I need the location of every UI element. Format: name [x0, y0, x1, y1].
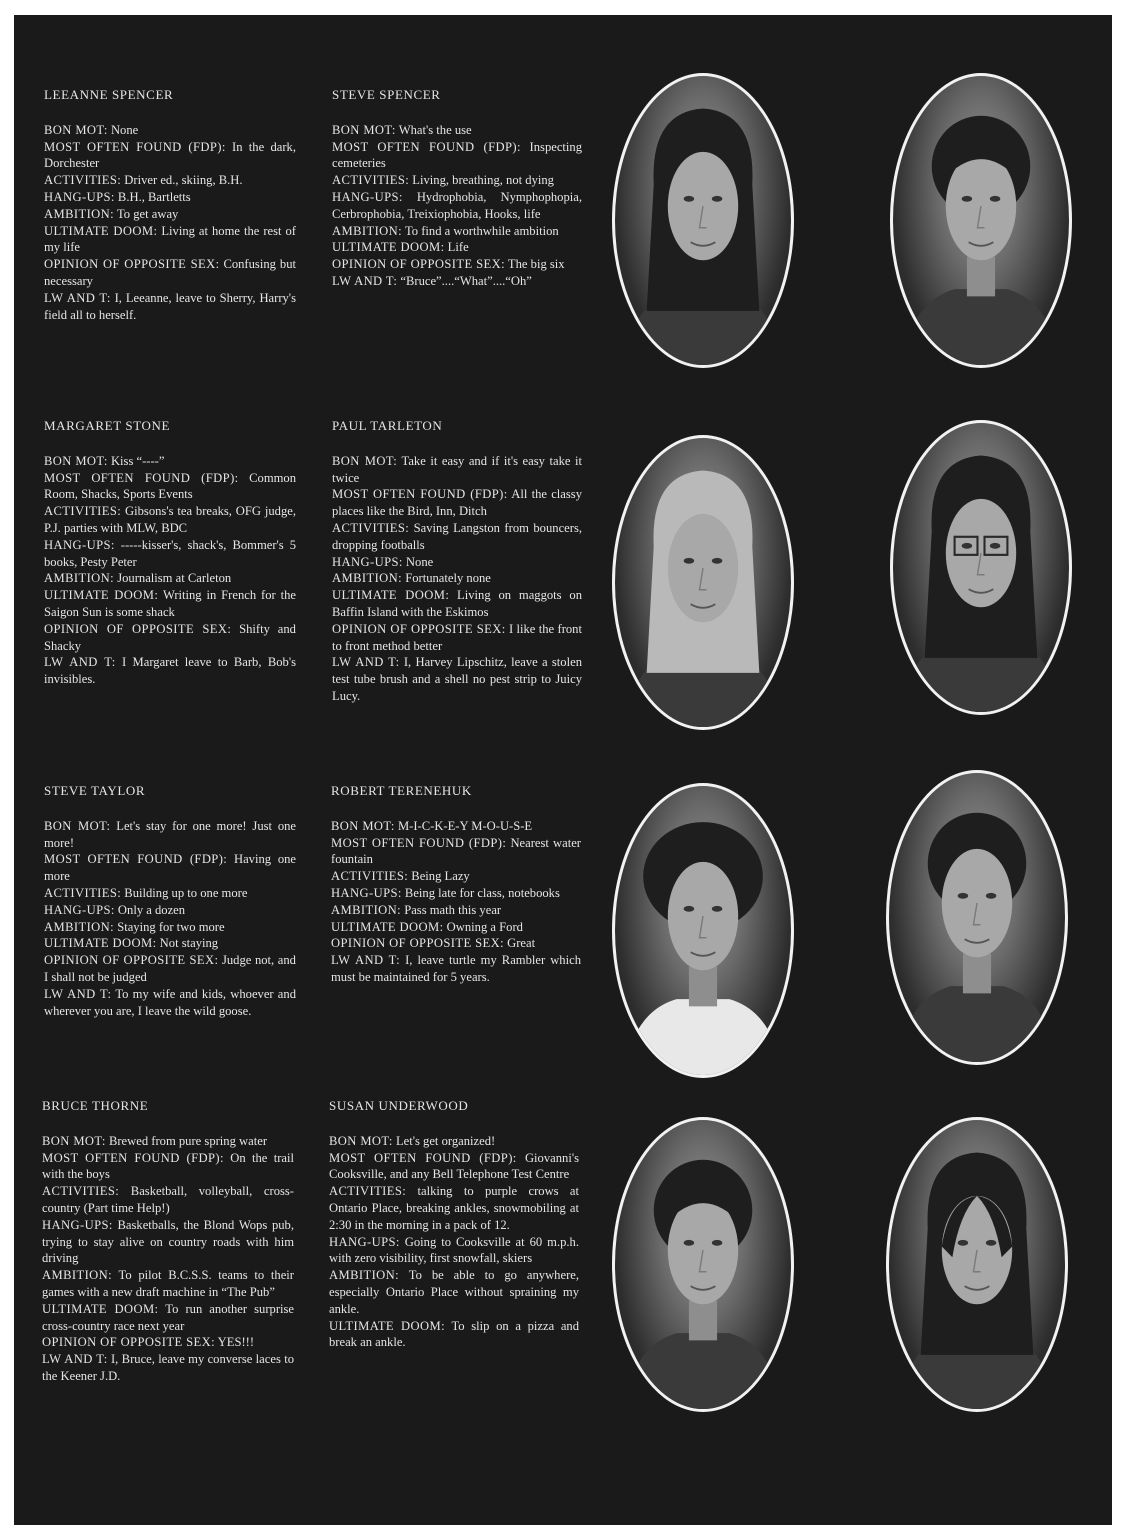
- field-line: [42, 1183, 294, 1217]
- field-value: Confusing but necessary: [44, 257, 296, 288]
- field-label: MOST OFTEN FOUND (FDP):: [332, 139, 521, 154]
- student-name: SUSAN UNDERWOOD: [329, 1098, 469, 1113]
- field-label: ULTIMATE DOOM:: [44, 936, 157, 951]
- student-entry-robert-terenehuk: [331, 783, 581, 986]
- field-value: I like the front to front method better: [332, 621, 582, 653]
- field-label: AMBITION:: [332, 223, 403, 238]
- field-line: [332, 570, 582, 587]
- field-value: Not staying: [156, 936, 219, 951]
- field-line: [44, 570, 296, 587]
- portrait-drawing: [615, 438, 791, 727]
- student-fields: [331, 818, 581, 986]
- field-label: BON MOT:: [332, 122, 396, 137]
- field-line: [44, 851, 296, 885]
- field-label: AMBITION:: [329, 1268, 400, 1283]
- field-line: [332, 172, 582, 189]
- field-label: ACTIVITIES:: [42, 1184, 120, 1199]
- field-line: [44, 587, 296, 621]
- field-value: To get away: [114, 206, 179, 221]
- field-value: Shifty and Shacky: [44, 621, 296, 653]
- portrait-drawing: [615, 786, 791, 1075]
- field-label: AMBITION:: [44, 206, 115, 221]
- field-line: [332, 256, 582, 273]
- field-value: Let's stay for one more! Just one more!: [44, 818, 297, 850]
- field-label: AMBITION:: [331, 902, 402, 917]
- field-value: talking to purple crows at Ontario Place, breaking ankles, snowmobiling at 2:30 in the morning in a pack of 12.: [329, 1184, 579, 1232]
- student-name: STEVE TAYLOR: [44, 783, 146, 798]
- field-line: [44, 885, 296, 902]
- field-label: OPINION OF OPPOSITE SEX:: [44, 621, 232, 636]
- field-label: ACTIVITIES:: [332, 520, 410, 535]
- field-line: [332, 587, 582, 621]
- field-line: [331, 902, 581, 919]
- field-value: On the trail with the boys: [42, 1150, 294, 1182]
- field-value: -----kisser's, shack's, Bommer's 5 books, Pesty Peter: [44, 537, 296, 569]
- field-value: Journalism at Carleton: [114, 571, 232, 586]
- portrait-margaret-stone: [612, 435, 794, 730]
- field-label: HANG-UPS:: [42, 1217, 113, 1232]
- student-name: LEEANNE SPENCER: [44, 87, 174, 102]
- field-value: Hydrophobia, Nymphophopia, Cerbrophobia, Treixiophobia, Hooks, life: [332, 189, 582, 221]
- field-value: Only a dozen: [114, 902, 186, 917]
- field-label: MOST OFTEN FOUND (FDP):: [44, 470, 239, 485]
- field-line: [44, 256, 296, 290]
- field-label: BON MOT:: [332, 453, 398, 468]
- field-line: [331, 868, 581, 885]
- field-value: Basketball, volleyball, cross-country (Part time Help!): [42, 1184, 294, 1215]
- field-value: Owning a Ford: [443, 919, 523, 934]
- field-value: I, Harvey Lipschitz, leave a stolen test tube brush and a shell no pest strip to Juicy Lucy.: [332, 655, 582, 703]
- field-label: OPINION OF OPPOSITE SEX:: [332, 621, 506, 636]
- field-value: I, Bruce, leave my converse laces to the Keener J.D.: [42, 1352, 294, 1383]
- field-value: None: [107, 122, 139, 137]
- field-value: Having one more: [44, 852, 297, 884]
- field-label: AMBITION:: [44, 571, 115, 586]
- field-label: HANG-UPS:: [332, 554, 403, 569]
- field-value: The big six: [505, 257, 565, 272]
- field-line: [332, 223, 582, 240]
- field-value: Fortunately none: [402, 571, 491, 586]
- field-value: B.H., Bartletts: [114, 189, 191, 204]
- field-line: [42, 1351, 294, 1385]
- field-line: [44, 952, 296, 986]
- field-line: [331, 919, 581, 936]
- field-value: Brewed from pure spring water: [105, 1133, 268, 1148]
- field-line: [44, 172, 296, 189]
- student-fields: [42, 1133, 294, 1385]
- student-fields: [44, 122, 296, 324]
- portrait-drawing: [893, 76, 1069, 365]
- field-label: LW AND T:: [44, 290, 111, 305]
- field-line: [332, 486, 582, 520]
- portrait-susan-underwood: [886, 1117, 1068, 1412]
- field-label: BON MOT:: [42, 1133, 106, 1148]
- field-label: LW AND T:: [332, 655, 400, 670]
- field-label: BON MOT:: [331, 818, 395, 833]
- field-label: HANG-UPS:: [332, 189, 403, 204]
- field-value: Going to Cooksville at 60 m.p.h. with zero visibility, first snowfall, skiers: [329, 1234, 579, 1266]
- field-label: MOST OFTEN FOUND (FDP):: [44, 139, 226, 154]
- field-line: [331, 818, 581, 835]
- field-value: Living on maggots on Baffin Island with the Eskimos: [332, 588, 582, 619]
- field-value: Let's get organized!: [392, 1133, 496, 1148]
- field-line: [44, 206, 296, 223]
- field-value: What's the use: [395, 122, 472, 137]
- field-value: All the classy places like the Bird, Inn, Ditch: [332, 487, 582, 519]
- student-fields: [44, 453, 296, 688]
- field-value: To slip on a pizza and break an ankle.: [329, 1318, 580, 1350]
- field-label: MOST OFTEN FOUND (FDP):: [332, 487, 508, 502]
- field-value: Being late for class, notebooks: [401, 885, 560, 900]
- student-name: MARGARET STONE: [44, 418, 171, 433]
- field-value: M-I-C-K-E-Y M-O-U-S-E: [394, 818, 533, 833]
- field-label: ULTIMATE DOOM:: [329, 1318, 446, 1333]
- field-label: LW AND T:: [331, 953, 401, 968]
- field-label: MOST OFTEN FOUND (FDP):: [42, 1150, 224, 1165]
- portrait-steve-spencer: [890, 73, 1072, 368]
- field-label: ULTIMATE DOOM:: [332, 588, 450, 603]
- student-fields: [44, 818, 296, 1020]
- field-line: [331, 935, 581, 952]
- student-entry-margaret-stone: [44, 418, 296, 688]
- field-label: ACTIVITIES:: [331, 869, 409, 884]
- field-label: AMBITION:: [44, 919, 115, 934]
- student-name: PAUL TARLETON: [332, 418, 443, 433]
- field-value: Building up to one more: [121, 885, 248, 900]
- field-line: [332, 453, 582, 487]
- field-line: [44, 621, 296, 655]
- portrait-robert-terenehuk: [612, 783, 794, 1078]
- portrait-drawing: [893, 423, 1069, 712]
- field-label: ULTIMATE DOOM:: [44, 588, 159, 603]
- field-line: [42, 1267, 294, 1301]
- student-name: ROBERT TERENEHUK: [331, 783, 472, 798]
- portrait-steve-taylor: [886, 770, 1068, 1065]
- field-line: [44, 189, 296, 206]
- field-line: [44, 453, 296, 470]
- field-label: ULTIMATE DOOM:: [42, 1301, 159, 1316]
- field-line: [44, 122, 296, 139]
- field-line: [44, 902, 296, 919]
- field-value: YES!!!: [215, 1335, 255, 1350]
- field-line: [42, 1301, 294, 1335]
- field-value: To run another surprise cross-country race next year: [42, 1301, 295, 1333]
- field-label: ACTIVITIES:: [329, 1184, 407, 1199]
- student-name: STEVE SPENCER: [332, 87, 441, 102]
- field-line: [44, 503, 296, 537]
- field-line: [44, 935, 296, 952]
- field-line: [42, 1217, 294, 1267]
- portrait-paul-tarleton: [890, 420, 1072, 715]
- field-line: [332, 189, 582, 223]
- field-line: [331, 885, 581, 902]
- field-value: To be able to go anywhere, especially Ontario Place without spraining my ankle.: [329, 1268, 579, 1316]
- field-label: HANG-UPS:: [331, 885, 402, 900]
- student-entry-leeanne-spencer: [44, 87, 296, 323]
- student-fields: [332, 453, 582, 705]
- field-value: Writing in French for the Saigon Sun is some shack: [44, 588, 296, 619]
- field-line: [332, 273, 582, 290]
- field-line: [44, 654, 296, 688]
- field-value: In the dark, Dorchester: [44, 139, 296, 171]
- field-label: LW AND T:: [44, 655, 116, 670]
- field-value: To my wife and kids, whoever and wherever you are, I leave the wild goose.: [44, 986, 296, 1018]
- student-entry-steve-taylor: [44, 783, 296, 1019]
- field-value: Kiss “----”: [107, 453, 165, 468]
- field-label: LW AND T:: [44, 986, 112, 1001]
- field-value: Driver ed., skiing, B.H.: [121, 173, 243, 188]
- field-label: OPINION OF OPPOSITE SEX:: [42, 1335, 215, 1350]
- student-name: BRUCE THORNE: [42, 1098, 149, 1113]
- field-line: [44, 139, 296, 173]
- field-line: [331, 835, 581, 869]
- yearbook-page: [14, 15, 1112, 1525]
- field-label: ACTIVITIES:: [332, 173, 410, 188]
- field-value: Great: [504, 936, 536, 951]
- field-value: Common Room, Shacks, Sports Events: [44, 470, 297, 502]
- field-label: BON MOT:: [44, 122, 108, 137]
- field-line: [42, 1334, 294, 1351]
- field-label: LW AND T:: [42, 1352, 108, 1367]
- portrait-drawing: [889, 1120, 1065, 1409]
- field-value: None: [402, 554, 434, 569]
- field-line: [329, 1318, 579, 1352]
- field-value: Gibsons's tea breaks, OFG judge, P.J. parties with MLW, BDC: [44, 504, 296, 535]
- field-line: [332, 554, 582, 571]
- field-value: Giovanni's Cooksville, and any Bell Telephone Test Centre: [329, 1150, 579, 1182]
- field-value: Life: [444, 240, 469, 255]
- student-entry-steve-spencer: [332, 87, 582, 290]
- field-line: [44, 537, 296, 571]
- field-value: Take it easy and if it's easy take it twice: [332, 453, 582, 485]
- field-value: Inspecting cemeteries: [332, 139, 583, 171]
- field-value: Staying for two more: [114, 919, 225, 934]
- field-label: BON MOT:: [44, 453, 108, 468]
- field-line: [44, 290, 296, 324]
- field-label: MOST OFTEN FOUND (FDP):: [331, 835, 507, 850]
- field-line: [332, 122, 582, 139]
- field-label: LW AND T:: [332, 273, 398, 288]
- field-label: ACTIVITIES:: [44, 504, 122, 519]
- field-value: Living, breathing, not dying: [409, 173, 554, 188]
- field-line: [44, 818, 296, 852]
- field-value: I, leave turtle my Rambler which must be maintained for 5 years.: [331, 953, 581, 984]
- field-value: Basketballs, the Blond Wops pub, trying to stay alive on country roads with him driving: [42, 1217, 294, 1266]
- field-line: [329, 1183, 579, 1233]
- field-label: MOST OFTEN FOUND (FDP):: [44, 852, 228, 867]
- field-line: [329, 1234, 579, 1268]
- field-label: HANG-UPS:: [44, 902, 115, 917]
- field-label: ULTIMATE DOOM:: [332, 240, 445, 255]
- field-line: [332, 520, 582, 554]
- student-entry-bruce-thorne: [42, 1098, 294, 1385]
- field-label: OPINION OF OPPOSITE SEX:: [44, 953, 219, 968]
- field-label: ULTIMATE DOOM:: [44, 223, 158, 238]
- field-value: I Margaret leave to Barb, Bob's invisibles.: [44, 655, 296, 687]
- field-label: AMBITION:: [332, 571, 403, 586]
- student-fields: [329, 1133, 579, 1351]
- field-line: [44, 470, 296, 504]
- field-label: AMBITION:: [42, 1268, 113, 1283]
- field-line: [329, 1150, 579, 1184]
- field-value: Pass math this year: [401, 902, 502, 917]
- portrait-bruce-thorne: [612, 1117, 794, 1412]
- field-label: MOST OFTEN FOUND (FDP):: [329, 1150, 517, 1165]
- portrait-leeanne-spencer: [612, 73, 794, 368]
- field-line: [44, 919, 296, 936]
- field-value: To pilot B.C.S.S. teams to their games with a new draft machine in “The Pub”: [42, 1268, 294, 1299]
- field-label: ACTIVITIES:: [44, 173, 122, 188]
- field-label: HANG-UPS:: [44, 537, 115, 552]
- field-label: ULTIMATE DOOM:: [331, 919, 444, 934]
- field-label: OPINION OF OPPOSITE SEX:: [331, 936, 504, 951]
- student-entry-susan-underwood: [329, 1098, 579, 1351]
- field-label: BON MOT:: [329, 1133, 393, 1148]
- field-label: HANG-UPS:: [329, 1234, 400, 1249]
- field-line: [329, 1267, 579, 1317]
- portrait-drawing: [615, 1120, 791, 1409]
- field-label: ACTIVITIES:: [44, 885, 122, 900]
- field-value: Judge not, and I shall not be judged: [44, 953, 296, 984]
- field-value: Nearest water fountain: [331, 835, 581, 867]
- field-value: I, Leeanne, leave to Sherry, Harry's field all to herself.: [44, 290, 296, 322]
- field-line: [331, 952, 581, 986]
- field-value: Saving Langston from bouncers, dropping footballs: [332, 520, 582, 552]
- field-line: [332, 621, 582, 655]
- field-value: Living at home the rest of my life: [44, 223, 296, 255]
- field-label: HANG-UPS:: [44, 189, 115, 204]
- field-label: BON MOT:: [44, 818, 111, 833]
- field-label: OPINION OF OPPOSITE SEX:: [44, 257, 220, 272]
- field-value: To find a worthwhile ambition: [402, 223, 559, 238]
- field-line: [44, 223, 296, 257]
- field-line: [332, 139, 582, 173]
- field-line: [332, 239, 582, 256]
- field-line: [42, 1150, 294, 1184]
- field-line: [42, 1133, 294, 1150]
- field-value: “Bruce”....“What”....“Oh”: [397, 273, 532, 288]
- student-entry-paul-tarleton: [332, 418, 582, 705]
- student-fields: [332, 122, 582, 290]
- field-line: [329, 1133, 579, 1150]
- portrait-drawing: [889, 773, 1065, 1062]
- field-value: Being Lazy: [408, 869, 470, 884]
- field-label: OPINION OF OPPOSITE SEX:: [332, 257, 505, 272]
- field-line: [332, 654, 582, 704]
- portrait-drawing: [615, 76, 791, 365]
- field-line: [44, 986, 296, 1020]
